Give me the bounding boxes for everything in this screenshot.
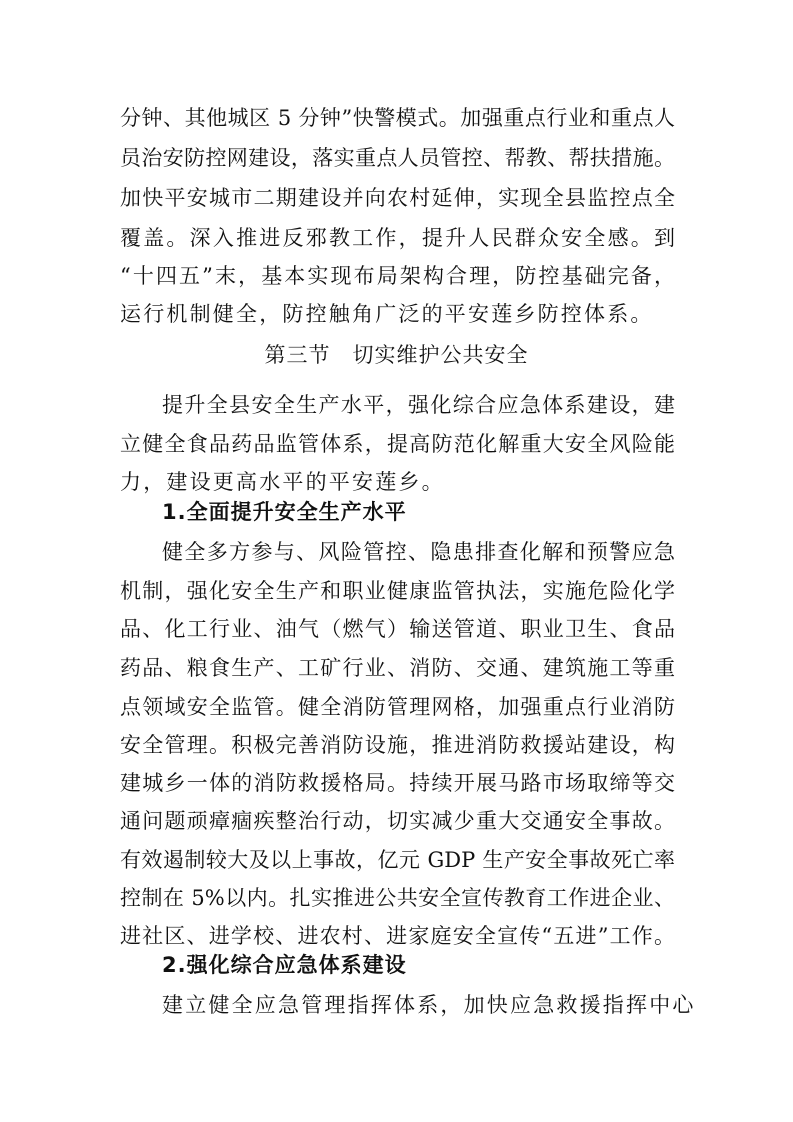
body-text-line: 立健全食品药品监管体系，提高防范化解重大安全风险能 — [120, 432, 675, 456]
body-text-line: 覆盖。深入推进反邪教工作，提升人民群众安全感。到 — [120, 226, 675, 250]
body-text-line: 力，建设更高水平的平安莲乡。 — [120, 470, 445, 494]
body-text-line: 安全管理。积极完善消防设施，推进消防救援站建设，构 — [120, 733, 675, 757]
body-text-line: 建城乡一体的消防救援格局。持续开展马路市场取缔等交 — [120, 771, 675, 795]
body-text-line: 加快平安城市二期建设并向农村延伸，实现全县监控点全 — [120, 186, 675, 210]
body-text-line: 控制在 5%以内。扎实推进公共安全宣传教育工作进企业、 — [120, 886, 675, 910]
body-text-line: “十四五”末，基本实现布局架构合理，防控基础完备， — [120, 264, 675, 288]
body-text-line: 员治安防控网建设，落实重点人员管控、帮教、帮扶措施。 — [120, 146, 675, 170]
body-text-line: 进社区、进学校、进农村、进家庭安全宣传“五进”工作。 — [120, 924, 675, 948]
body-text-line: 分钟、其他城区 5 分钟”快警模式。加强重点行业和重点人 — [120, 106, 675, 130]
body-text-line: 健全多方参与、风险管控、隐患排查化解和预警应急 — [162, 540, 675, 564]
body-text-line: 运行机制健全，防控触角广泛的平安莲乡防控体系。 — [120, 302, 654, 326]
body-text-line: 有效遏制较大及以上事故，亿元 GDP 生产安全事故死亡率 — [120, 848, 675, 872]
section-title: 第三节 切实维护公共安全 — [264, 343, 529, 367]
body-text-line: 建立健全应急管理指挥体系，加快应急救援指挥中心 — [162, 993, 696, 1017]
subheading: 1.全面提升安全生产水平 — [162, 500, 407, 524]
body-text-line: 点领域安全监管。健全消防管理网格，加强重点行业消防 — [120, 695, 675, 719]
body-text-line: 品、化工行业、油气（燃气）输送管道、职业卫生、食品 — [120, 617, 675, 641]
body-text-line: 机制，强化安全生产和职业健康监管执法，实施危险化学 — [120, 579, 675, 603]
body-text-line: 提升全县安全生产水平，强化综合应急体系建设，建 — [162, 393, 675, 417]
body-text-line: 药品、粮食生产、工矿行业、消防、交通、建筑施工等重 — [120, 656, 675, 680]
subheading: 2.强化综合应急体系建设 — [162, 953, 407, 977]
body-text-line: 通问题顽瘴痼疾整治行动，切实减少重大交通安全事故。 — [120, 809, 675, 833]
